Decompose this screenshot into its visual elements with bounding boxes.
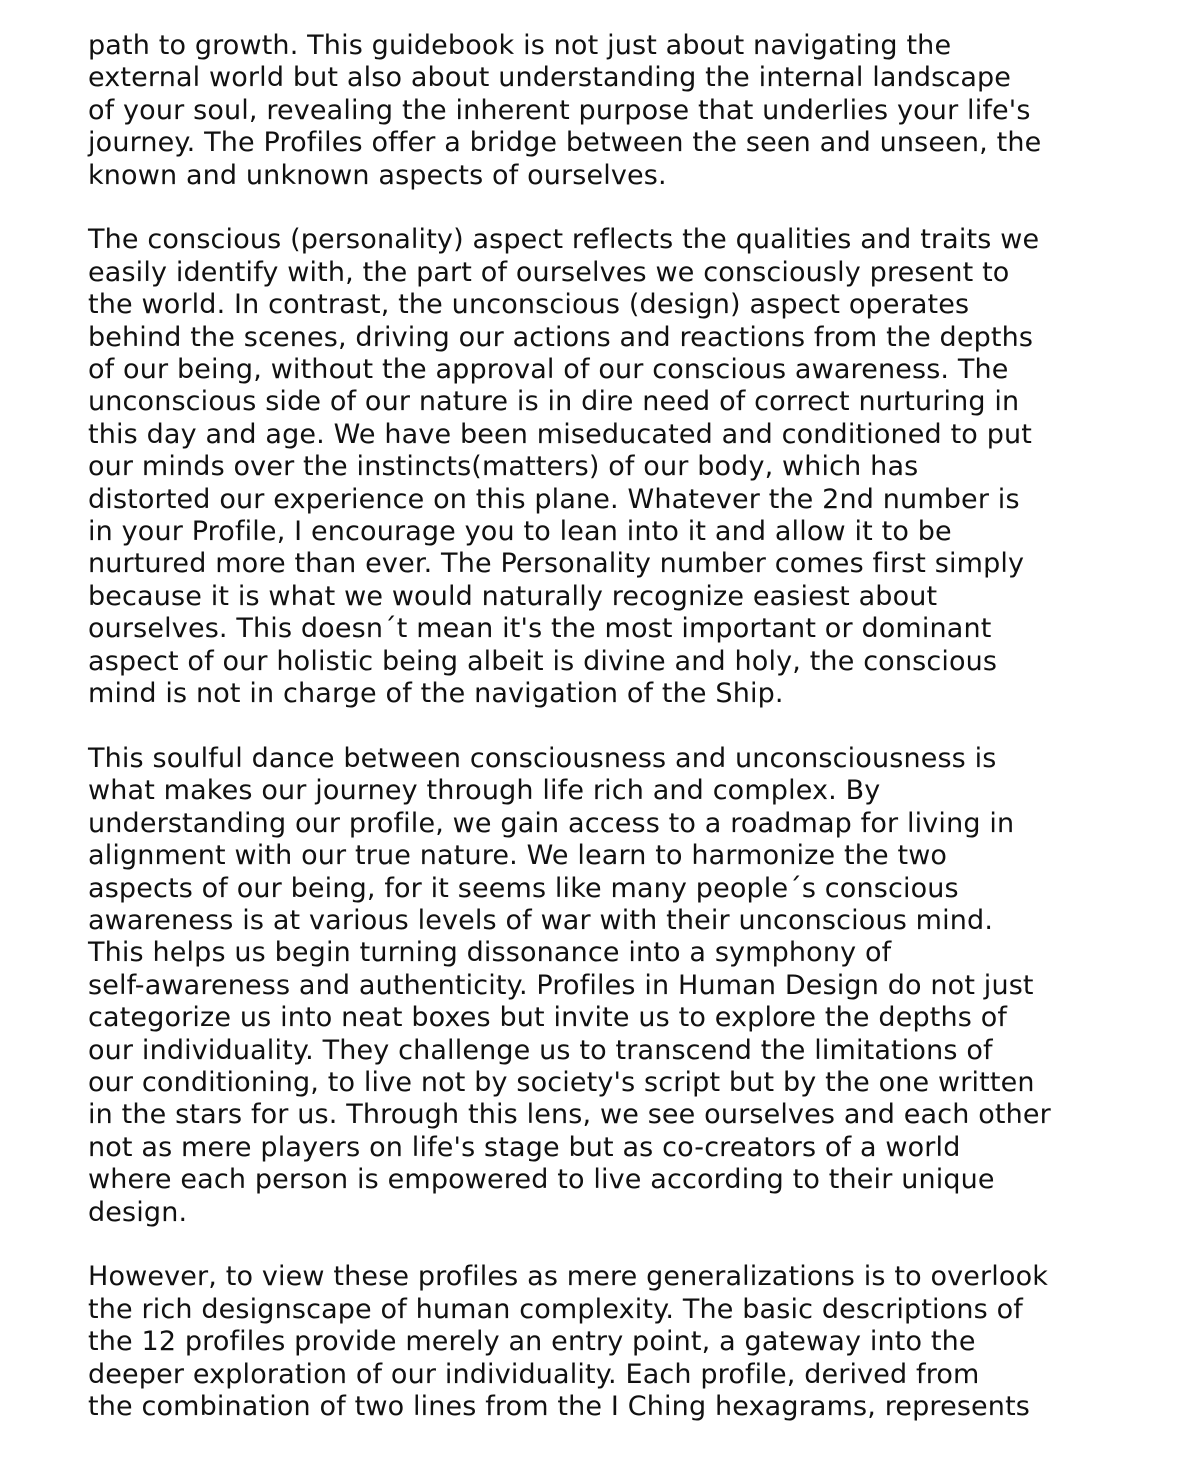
paragraph-growth-guidebook: path to growth. This guidebook is not just about navigating the external world but also about understanding the internal landscape of your soul, revealing the inherent purpose that underlies your life's journey. The Profiles offer a bridge between the seen and unseen, the known and unknown aspects of ourselves.: [88, 30, 1042, 191]
paragraph-soulful-dance: This soulful dance between consciousness and unconsciousness is what makes our journey through life rich and complex. By understanding our profile, we gain access to a roadmap for living in alignment with our true nature. We learn to harmonize the two aspects of our being, for it seems like many people´s conscious awareness is at various levels of war with their unconscious mind. This helps us begin turning dissonance into a symphony of self-awareness and authenticity. Profiles in Human Design do not just categorize us into neat boxes but invite us to explore the depths of our individuality. They challenge us to transcend the limitations of our conditioning, to live not by society's script but by the one written in the stars for us. Through this lens, we see ourselves and each other not as mere players on life's stage but as co-creators of a world where each person is empowered to live according to their unique design.: [88, 742, 1051, 1228]
document-page: [88, 30, 1118, 1423]
paragraph-profiles-generalizations: However, to view these profiles as mere generalizations is to overlook the rich designscape of human complexity. The basic descriptions of the 12 profiles provide merely an entry point, a gateway into the deeper exploration of our individuality. Each profile, derived from the combination of two lines from the I Ching hexagrams, represents: [88, 1261, 1049, 1423]
paragraph-conscious-unconscious: The conscious (personality) aspect reflects the qualities and traits we easily identify with, the part of ourselves we consciously present to the world. In contrast, the unconscious (design) aspect operates behind the scenes, driving our actions and reactions from the depths of our being, without the approval of our conscious awareness. The unconscious side of our nature is in dire need of correct nurturing in this day and age. We have been miseducated and conditioned to put our minds over the instincts(matters) of our body, which has distorted our experience on this plane. Whatever the 2nd number is in your Profile, I encourage you to lean into it and allow it to be nurtured more than ever. The Personality number comes first simply because it is what we would naturally recognize easiest about ourselves. This doesn´t mean it's the most important or dominant aspect of our holistic being albeit is divine and holy, the conscious mind is not in charge of the navigation of the Ship.: [88, 224, 1040, 710]
